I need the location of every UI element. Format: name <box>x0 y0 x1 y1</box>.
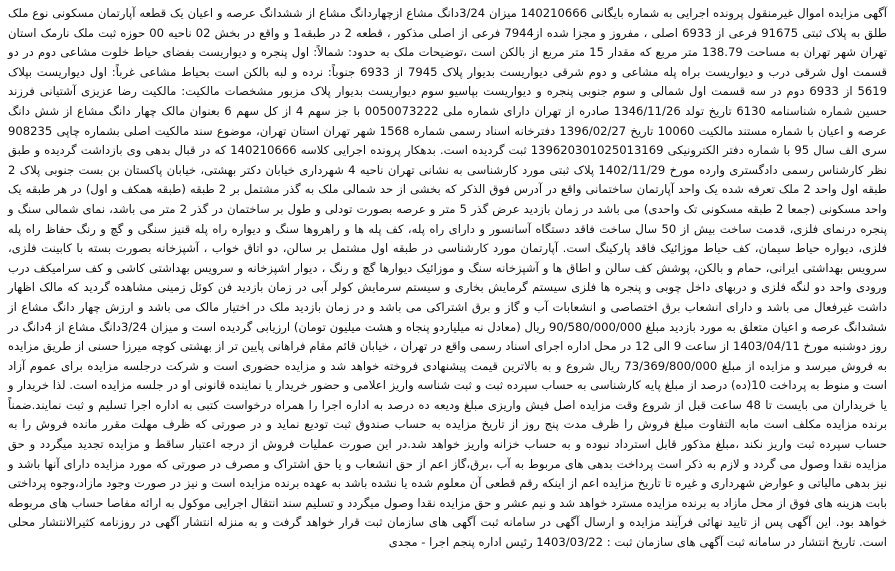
notice-body-text: آگهی مزایده اموال غیرمنقول پرونده اجرایی به شماره بایگانی 140210666 میزان 3/24دانگ مشاع ازچهاردانگ مشاع از ششدانگ عرصه و اعیان یک قطعه آپارتمان مسکونی نوع ملک طلق به پلاک ثبتی 91675 فرعی از 6933 اصلی ، مفروز و مجزا شده از7944 فرعی از اصلی مذکور ، قطعه 2 در طبقه1 و واقع در بخش 02 ناحیه 00 حوزه ثبت ملک نارمک استان تهران شهر تهران به مساحت 138.79 متر مربع که مقدار 15 متر مربع از بالکن است ،توضیحات ملک به حدود: شمالاً: اول پنجره و دیواریست بفضای حیاط خلوت مشاعی دوم در دو قسمت اول شرقی درب و دیواریست براه پله مشاعی و دوم شرقی دیواریست بدیوار پلاک 7945 از 6933 جنوباً: نرده و لبه بالکن است بحیاط مشاعی غرباً: اول دیواریست بپلاک 5619 از 6933 دوم در سه قسمت اول شمالی و سوم جنوبی پنجره و دیواریست بپاسیو سوم دیواریست بدیوار پلاک مزبور مشخصات مالکیت: مالکیت رضا عزیزی آشتیانی فرزند حسین شماره شناسنامه 6130 تاریخ تولد 1346/11/26 صادره از تهران دارای شماره ملی 0050073222 با جز سهم 4 از کل سهم 6 بعنوان مالک چهار دانگ مشاع از شش دانگ عرصه و اعیان با شماره مستند مالکیت 10060 تاریخ 1396/02/27 دفترخانه اسناد رسمی شماره 1568 شهر تهران استان تهران، موضوع سند مالکیت اصلی بشماره چاپی 908235 سری الف سال 95 با شماره دفتر الکترونیکی 139620301025013169 ثبت گردیده است. بدهکار پرونده اجرایی کلاسه 140210666 که در قبال بدهی وی بازداشت گردیده و طبق نظر کارشناس رسمی دادگستری وارده مورخ 1402/11/29 پلاک ثبتی مورد کارشناسی به نشانی تهران ناحیه 4 شهرداری خیابان دکتر بهشتی، خیابان پاکستان بن بست جنوبی پلاک 2 طبقه اول واحد 2 ملک تعرفه شده یک واحد آپارتمان ساختمانی واقع در آدرس فوق الذکر که بخشی از حد شمالی ملک به گذر مشتمل بر 2 طبقه (طبقه همکف و اول) در هر طبقه یک واحد مسکونی (جمعا 2 طبقه مسکونی تک واحدی) می باشد در زمان بازدید عرض گذر 5 متر و عرصه بصورت تودلی و طول بر ساختمان در گذر 2 متر می باشد، نمای شمالی سنگ و پنجره درنمای فلزی، قدمت ساخت بیش از 50 سال ساخت فاقد دستگاه آسانسور و دارای راه پله، کف پله ها و راهروها سنگ و دیواره راه پله قنیز سنگی و گچ و رنگ حفاظ راه پله فلزی، دیواره حیاط سیمان، کف حیاط موزائیک فاقد پارکینگ است. آپارتمان مورد کارشناسی در طبقه اول مشتمل بر سالن، دو اتاق خواب ، آشپزخانه بصورت بسته با کابینت فلزی، سرویس بهداشتی ایرانی، حمام و بالکن، پوشش کف سالن و اطاق ها و آشپزخانه سنگ و موزائیک دیوارها گچ و رنگ ، دیوار اشپزخانه و سرویس بهداشتی کاشی و کف سرامیکف درب ورودی واحد دو لنگه فلزی و دربهای داخل چوبی و پنجره ها فلزی سیستم گرمایش بخاری و سیستم سرمایش کولر آبی در زمان بازدید فن کوئل زمینی مشاهده گردید که مالک اظهار داشت غیرفعال می باشد و دارای انشعاب برق اختصاصی و انشعابات آب و گاز و برق اشتراکی می باشد و در زمان بازدید ملک در اختیار مالک می باشد و ارزش چهار دانگ مشاع از ششدانگ عرصه و اعیان متعلق به مورد بازدید مبلغ 90/580/000/000 ریال (معادل نه میلیاردو پنجاه و هشت میلیون تومان) ارزیابی گردیده است و میزان 3/24دانگ مشاع از 4دانگ در روز دوشنبه مورخ 1403/04/11 از ساعت 9 الی 12 در محل اداره اجرای اسناد رسمی واقع در تهران ، خیابان قائم مقام فراهانی پایین تر از بهشتی کوچه میرزا حسنی از طریق مزایده به فروش میرسد و مزایده از مبلغ 73/369/800/000 ریال شروع و به بالاترین قیمت پیشنهادی فروخته خواهد شد و مزایده حضوری است و شرکت درجلسه مزایده برای عموم آزاد است و منوط به پرداخت 10(ده) درصد از مبلغ پایه کارشناسی به حساب سپرده ثبت و ثبت شناسه واریز اعلامی و حضور خریدار یا نماینده قانونی او در جلسه مزایده است. لذا خریدار و یا خریداران می بایست تا 48 ساعت قبل از شروع وقت مزایده اصل فیش واریزی مبلغ ودیعه ده درصد به اداره اجرا را همراه درخواست کتبی به اداره اجرا تسلیم و ثبت نمایند.ضمناً برنده مزایده مکلف است مابه التفاوت مبلغ فروش را ظرف مدت پنج روز از تاریخ مزایده به حساب صندوق ثبت تودیع نماید و در صورتی که ظرف مهلت مقرر مانده فروش را به حساب سپرده ثبت واریز نکند ،مبلغ مذکور قابل استرداد نبوده و به حساب خزانه واریز خواهد شد.در این صورت عملیات فروش از درجه اعتبار ساقط و مزایده تجدید میگردد و حق مزایده نقدا وصول می گردد و لازم به ذکر است پرداخت بدهی های مربوط به آب ،برق،گاز اعم از حق انشعاب و یا حق اشتراک و مصرف در صورتی که مورد مزایده دارای آنها باشد و نیز بدهی مالیاتی و عوارض شهرداری و غیره تا تاریخ مزایده اعم از اینکه رقم قطعی آن معلوم شده یا نشده باشد به عهده برنده مزایده است و نیز در صورت وجود مازاد،وجوه پرداختی بابت هزینه های فوق از محل مازاد به برنده مزایده مسترد خواهد شد و نیم عشر و حق مزایده نقدا وصول میگردد و تسلیم سند انتقال اجرایی موکول به ارائه مفاصا حساب های مربوطه خواهد بود. این آگهی پس از تایید نهائی فرآیند مزایده و ارسال آگهی در سامانه ثبت آگهی های سازمان ثبت قرار خواهد گرفت و به منزله انتشار آگهی در روزنامه کثیرالانتشار محلی است. تاریخ انتشار در سامانه ثبت آگهی های سازمان ثبت : 1403/03/22 رئیس اداره پنجم اجرا - مجدی <box>8 6 888 550</box>
